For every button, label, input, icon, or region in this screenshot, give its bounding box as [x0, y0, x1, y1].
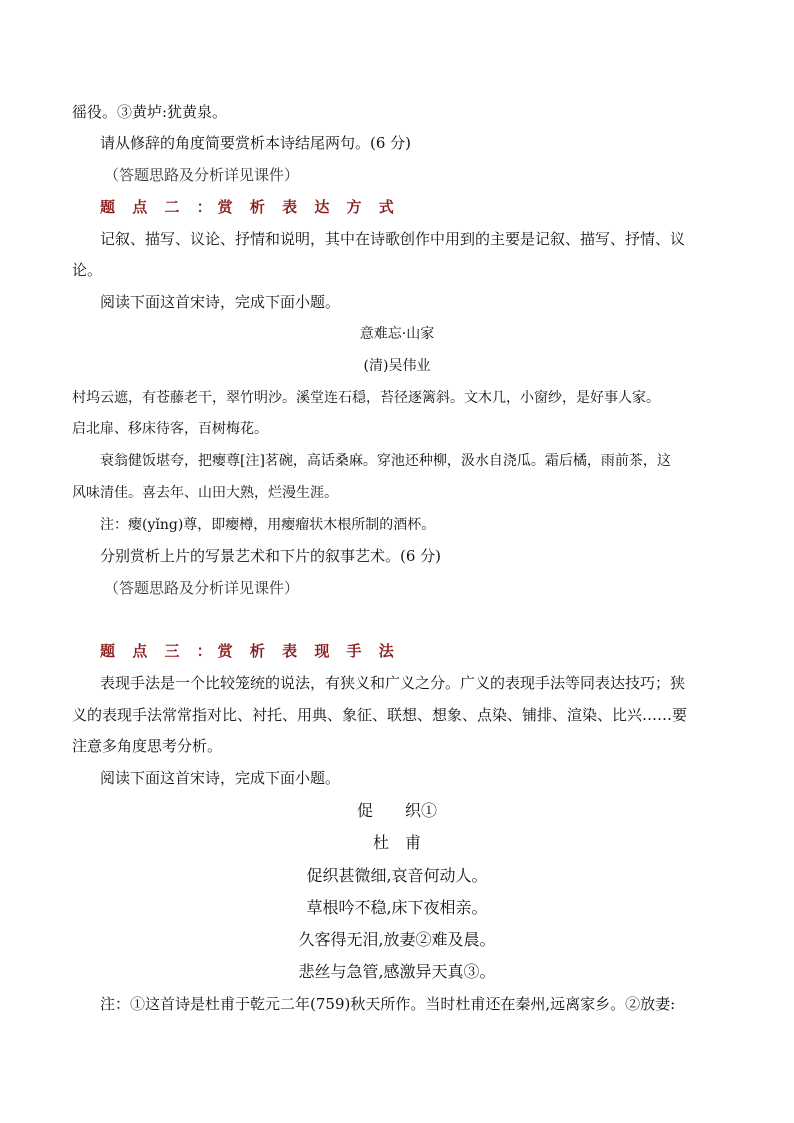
- poem-2-note: 注：①这首诗是杜甫于乾元二年(759)秋天所作。当时杜甫还在秦州,远离家乡。②放妻:: [100, 995, 676, 1013]
- poem-2-line-3: 久客得无泪,放妻②难及晨。: [298, 930, 496, 949]
- answer-hint-1: （答题思路及分析详见课件）: [104, 166, 300, 184]
- question-2: 分别赏析上片的写景艺术和下片的叙事艺术。(6 分): [100, 547, 442, 565]
- poem-2-title: 促 织①: [356, 801, 437, 820]
- poem-1-note: 注：瘿(yǐng)尊，即瘿樽，用瘿瘤状木根所制的酒杯。: [100, 517, 436, 533]
- poem-2-line-2: 草根吟不稳,床下夜相亲。: [306, 898, 488, 917]
- section-heading-3: 题 点 三 ：赏 析 表 现 手 法: [100, 642, 400, 660]
- poem-1-author: (清)吴伟业: [363, 358, 431, 374]
- poem-2-line-1: 促织甚微细,哀音何动人。: [306, 866, 488, 885]
- poem-2-author: 杜 甫: [372, 833, 421, 852]
- paragraph-2b: 论。: [72, 261, 103, 279]
- instruction-3: 阅读下面这首宋诗，完成下面小题。: [100, 769, 341, 787]
- poem-1-title: 意难忘·山家: [359, 326, 435, 342]
- note-continuation: 徭役。③黄垆:犹黄泉。: [72, 103, 228, 121]
- section-heading-2: 题 点 二 ：赏 析 表 达 方 式: [100, 198, 400, 216]
- poem-2-line-4: 悲丝与急管,感激异天真③。: [298, 962, 496, 981]
- paragraph-3c: 注意多角度思考分析。: [72, 737, 223, 755]
- paragraph-3a: 表现手法是一个比较笼统的说法，有狭义和广义之分。广义的表现手法等同表达技巧；狭: [100, 674, 686, 692]
- paragraph-3b: 义的表现手法常常指对比、衬托、用典、象征、联想、想象、点染、铺排、渲染、比兴……要: [72, 706, 688, 724]
- question-1: 请从修辞的角度简要赏析本诗结尾两句。(6 分): [100, 134, 412, 152]
- poem-1-line-2: 启北扉、移床待客，百树梅花。: [72, 421, 268, 437]
- answer-hint-2: （答题思路及分析详见课件）: [104, 579, 300, 597]
- poem-1-line-4: 风味清佳。喜去年、山田大熟，烂漫生涯。: [72, 485, 338, 501]
- paragraph-2a: 记叙、描写、议论、抒情和说明，其中在诗歌创作中用到的主要是记叙、描写、抒情、议: [100, 230, 686, 248]
- poem-1-line-3: 衰翁健饭堪夸，把瘿尊[注]茗碗，高话桑麻。穿池还种柳，汲水自浇瓜。霜后橘，雨前茶，这: [100, 453, 671, 469]
- instruction-2: 阅读下面这首宋诗，完成下面小题。: [100, 293, 341, 311]
- poem-1-line-1: 村坞云遮，有苍藤老干，翠竹明沙。溪堂连石穏，苔径逐篱斜。文木几，小窗纱，是好事人家。: [72, 390, 660, 406]
